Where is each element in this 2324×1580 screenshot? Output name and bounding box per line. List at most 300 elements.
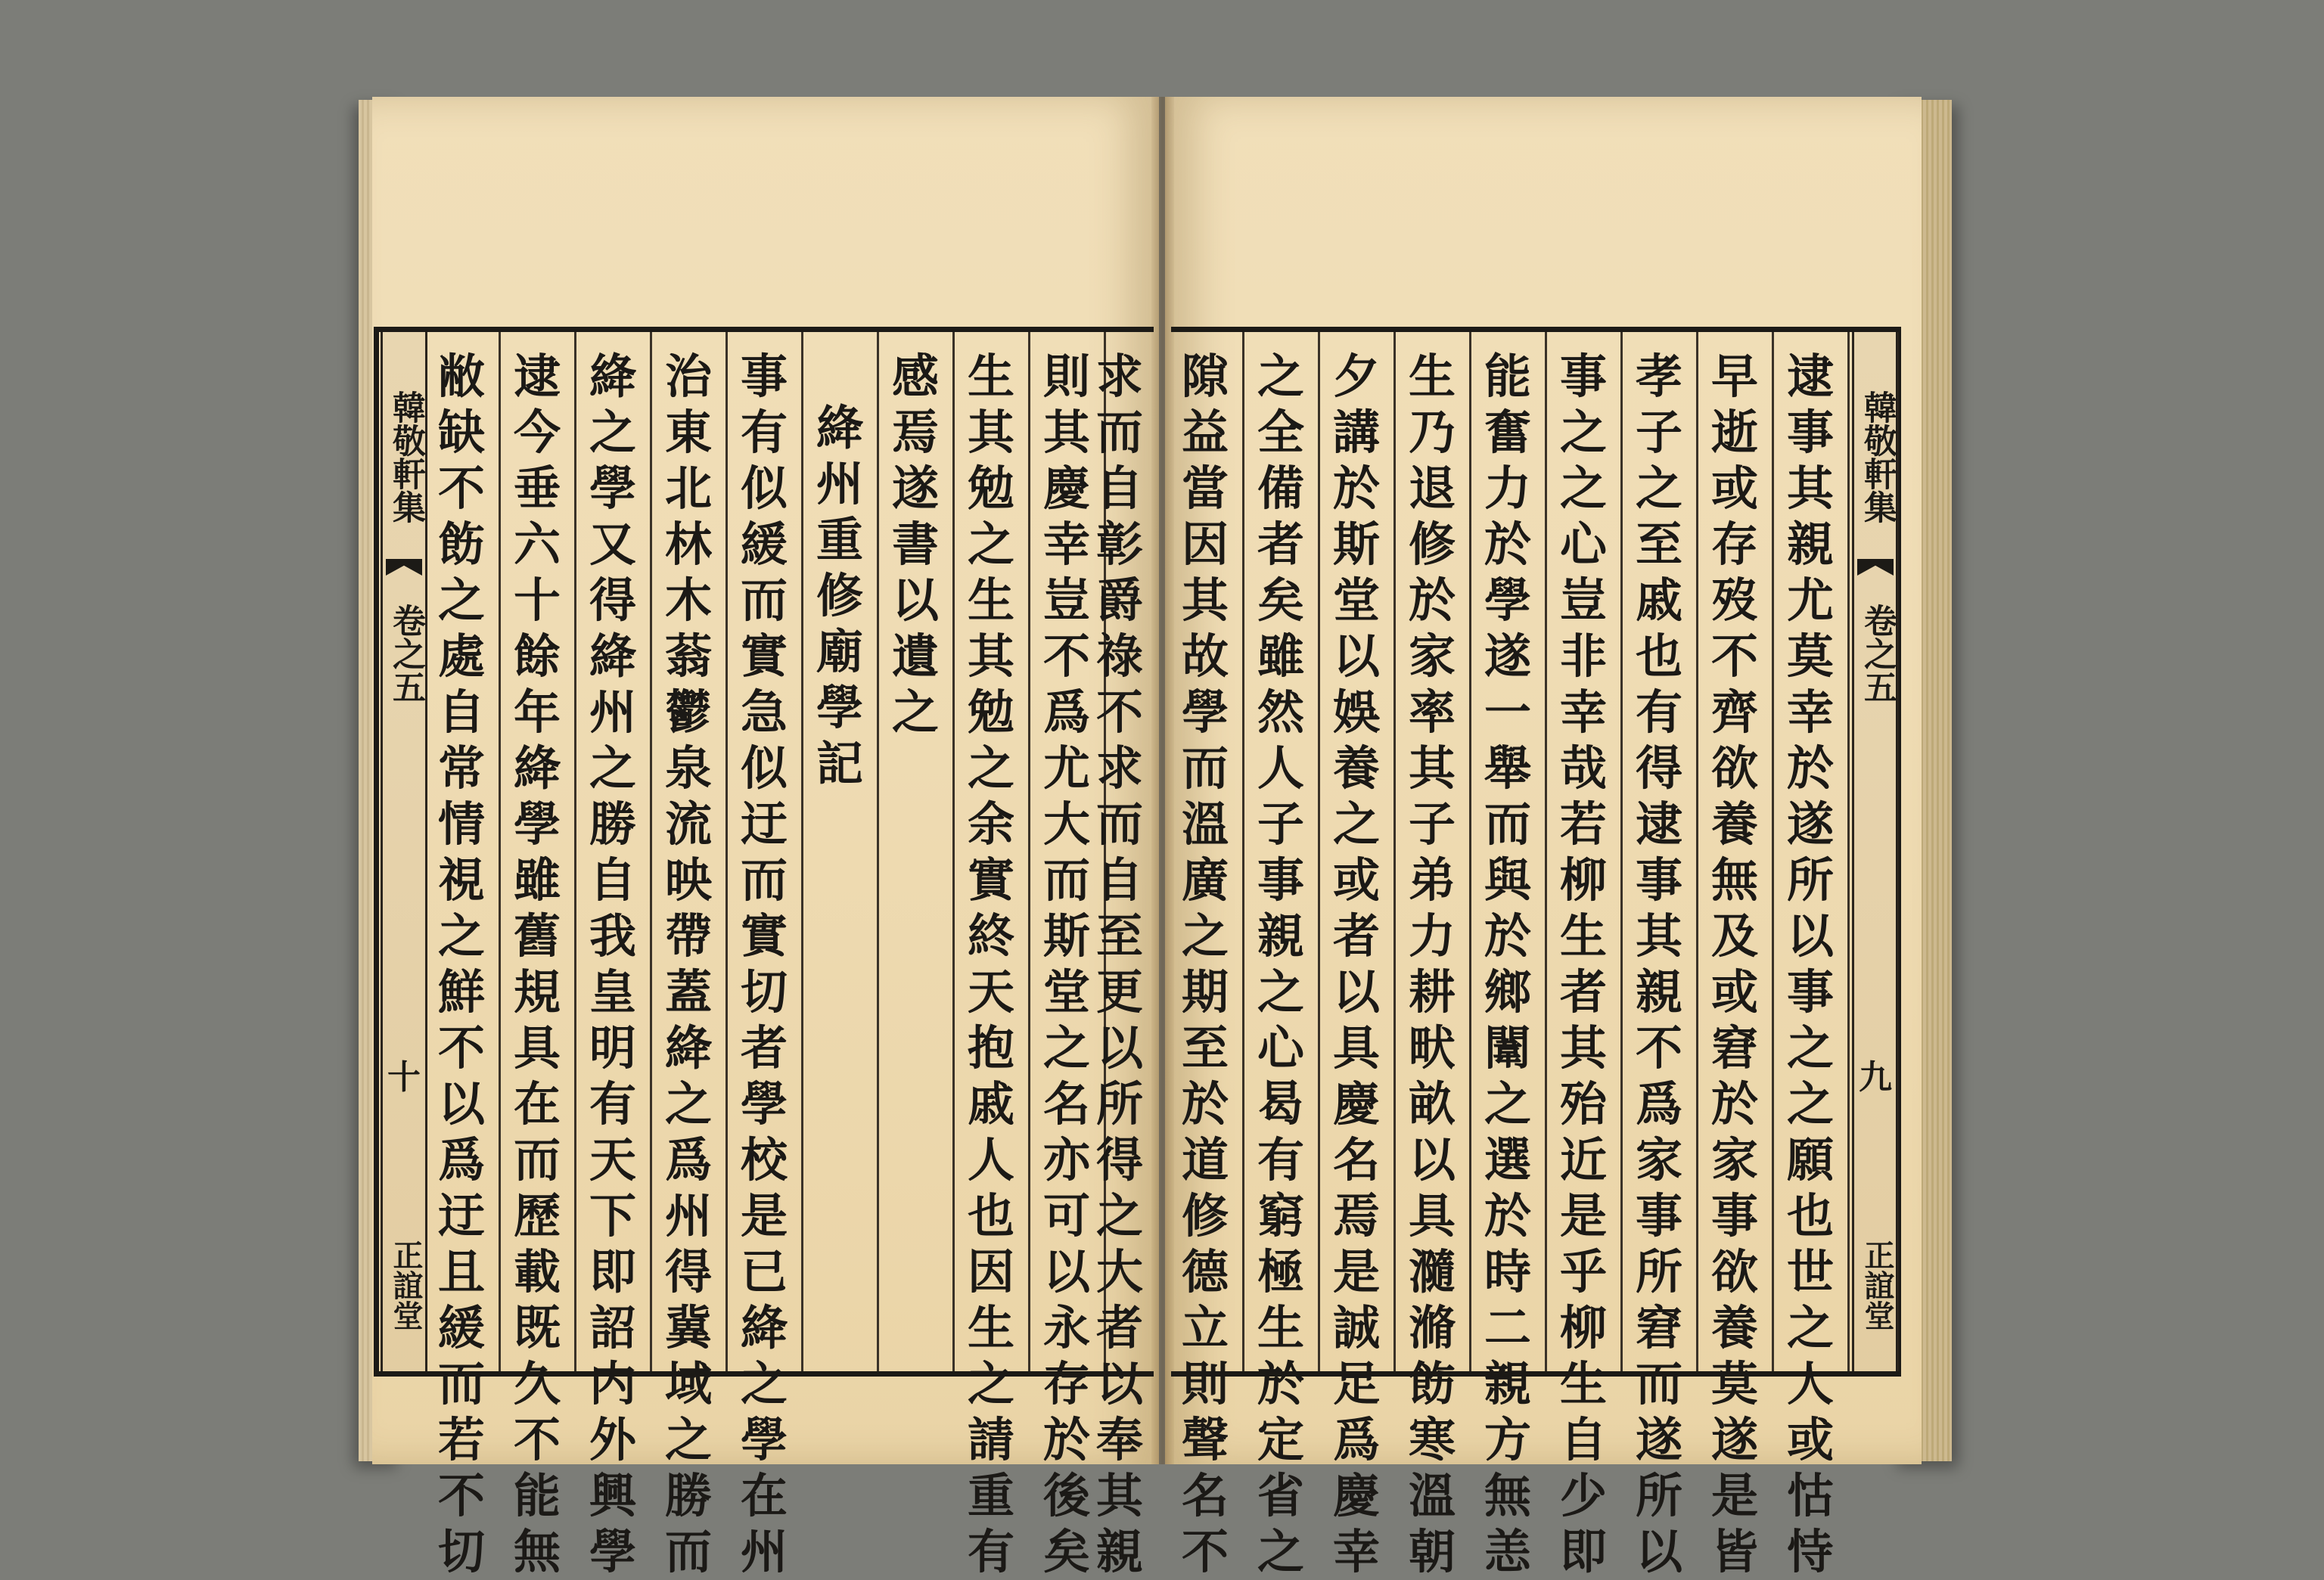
glyph: 存 [1710, 517, 1758, 572]
glyph: 似 [740, 461, 788, 516]
glyph: 具 [1408, 1188, 1456, 1243]
right-margin-title: 韓敬軒集 [1858, 390, 1897, 523]
glyph: 而 [437, 1356, 485, 1411]
glyph: 不 [1095, 684, 1143, 740]
glyph: 即 [589, 1244, 636, 1299]
glyph: 養 [1710, 796, 1758, 852]
glyph: 之 [1257, 349, 1304, 404]
glyph: 急 [740, 684, 788, 740]
glyph: 之 [1786, 1076, 1834, 1131]
glyph: 之 [1559, 405, 1607, 460]
glyph: 垂 [513, 461, 561, 516]
text-column [1322, 332, 1390, 1579]
glyph: 其 [967, 629, 1014, 684]
glyph: 闈 [1484, 1020, 1531, 1076]
glyph: 廟 [816, 624, 863, 679]
glyph: 乎 [1559, 1244, 1607, 1299]
glyph: 具 [513, 1020, 561, 1076]
glyph: 親 [1635, 964, 1682, 1020]
glyph: 之 [891, 684, 939, 740]
glyph: 者 [1095, 1300, 1143, 1355]
glyph: 是 [740, 1188, 788, 1243]
glyph: 殆 [1559, 1076, 1607, 1131]
glyph: 莫 [1786, 629, 1834, 684]
glyph: 北 [664, 461, 712, 516]
glyph: 歷 [513, 1188, 561, 1243]
glyph: 常 [437, 740, 485, 796]
glyph: 之 [437, 573, 485, 628]
glyph: 重 [816, 512, 863, 567]
glyph: 斯 [1332, 517, 1380, 572]
glyph: 滫 [1408, 1300, 1456, 1355]
glyph: 堂 [1332, 573, 1380, 628]
glyph: 重 [967, 1468, 1014, 1523]
column-rule [877, 332, 879, 1371]
glyph: 逮 [1635, 796, 1682, 852]
text-column [1398, 332, 1466, 1579]
text-column [957, 332, 1025, 1579]
glyph: 更 [1095, 964, 1143, 1020]
glyph: 事 [740, 349, 788, 404]
glyph: 尤 [1042, 740, 1090, 796]
glyph: 州 [740, 1524, 788, 1579]
column-rule [1847, 332, 1850, 1371]
glyph: 不 [1635, 1020, 1682, 1076]
glyph: 豈 [1559, 573, 1607, 628]
glyph: 而 [1095, 796, 1143, 852]
glyph: 也 [1786, 1188, 1834, 1243]
glyph: 情 [437, 796, 485, 852]
glyph: 事 [1635, 1188, 1682, 1243]
glyph: 之 [967, 740, 1014, 796]
glyph: 其 [1635, 908, 1682, 964]
glyph: 木 [664, 573, 712, 628]
glyph: 溫 [1181, 796, 1229, 852]
glyph: 校 [740, 1132, 788, 1187]
glyph: 永 [1042, 1300, 1090, 1355]
glyph: 逝 [1710, 405, 1758, 460]
column-rule [1242, 332, 1244, 1371]
glyph: 者 [1257, 517, 1304, 572]
glyph: 遺 [891, 629, 939, 684]
glyph: 事 [1559, 349, 1607, 404]
glyph: 絳 [816, 400, 863, 455]
glyph: 親 [1484, 1356, 1531, 1411]
glyph: 得 [1635, 740, 1682, 796]
glyph: 學 [513, 796, 561, 852]
glyph: 之 [1484, 1076, 1531, 1131]
glyph: 自 [1095, 852, 1143, 908]
glyph: 大 [1042, 796, 1090, 852]
glyph: 率 [1408, 684, 1456, 740]
glyph: 柳 [1559, 852, 1607, 908]
glyph: 無 [1710, 852, 1758, 908]
glyph: 皆 [1710, 1524, 1758, 1579]
glyph: 視 [437, 852, 485, 908]
glyph: 在 [740, 1468, 788, 1523]
glyph: 矣 [1257, 573, 1304, 628]
glyph: 時 [1484, 1244, 1531, 1299]
glyph: 講 [1332, 405, 1380, 460]
glyph: 後 [1042, 1468, 1090, 1523]
glyph: 天 [967, 964, 1014, 1020]
column-rule [1318, 332, 1320, 1371]
glyph: 豈 [1042, 573, 1090, 628]
glyph: 學 [589, 461, 636, 516]
glyph: 或 [1710, 964, 1758, 1020]
essay-title-column [806, 332, 874, 1371]
glyph: 有 [1635, 684, 1682, 740]
glyph: 不 [1710, 629, 1758, 684]
glyph: 記 [816, 736, 863, 791]
glyph: 之 [967, 517, 1014, 572]
glyph: 舉 [1484, 740, 1531, 796]
text-column [1625, 332, 1693, 1579]
text-column [503, 332, 571, 1579]
glyph: 鄉 [1484, 964, 1531, 1020]
glyph: 爲 [1042, 684, 1090, 740]
glyph: 與 [1484, 852, 1531, 908]
glyph: 缺 [437, 405, 485, 460]
glyph: 而 [664, 1524, 712, 1579]
glyph: 柳 [1559, 1300, 1607, 1355]
glyph: 退 [1408, 461, 1456, 516]
glyph: 人 [1257, 740, 1304, 796]
glyph: 於 [1408, 573, 1456, 628]
glyph: 早 [1710, 349, 1758, 404]
glyph: 至 [1095, 908, 1143, 964]
glyph: 於 [1786, 740, 1834, 796]
glyph: 奉 [1095, 1412, 1143, 1467]
glyph: 州 [664, 1188, 712, 1243]
glyph: 明 [589, 1020, 636, 1076]
glyph: 曷 [1257, 1076, 1304, 1131]
fish-tail-mark [386, 559, 422, 576]
glyph: 慶 [1332, 1468, 1380, 1523]
glyph: 則 [1042, 349, 1090, 404]
glyph: 爲 [1635, 1076, 1682, 1131]
glyph: 迂 [740, 796, 788, 852]
glyph: 生 [1257, 1300, 1304, 1355]
glyph: 十 [513, 573, 561, 628]
glyph: 雖 [513, 852, 561, 908]
glyph: 之 [437, 908, 485, 964]
glyph: 名 [1042, 1076, 1090, 1131]
glyph: 以 [1786, 908, 1834, 964]
glyph: 之 [1786, 1300, 1834, 1355]
text-column [730, 332, 798, 1579]
right-margin-folio: 九 [1859, 1058, 1892, 1097]
glyph: 寒 [1408, 1412, 1456, 1467]
glyph: 若 [1559, 796, 1607, 852]
glyph: 載 [513, 1244, 561, 1299]
glyph: 已 [740, 1244, 788, 1299]
glyph: 或 [1710, 461, 1758, 516]
column-rule [1772, 332, 1774, 1371]
column-rule [1545, 332, 1547, 1371]
glyph: 家 [1408, 629, 1456, 684]
glyph: 至 [1181, 1020, 1229, 1076]
glyph: 也 [1635, 629, 1682, 684]
glyph: 娛 [1332, 684, 1380, 740]
glyph: 爲 [1332, 1412, 1380, 1467]
glyph: 既 [513, 1300, 561, 1355]
glyph: 幸 [1042, 517, 1090, 572]
glyph: 緩 [740, 517, 788, 572]
glyph: 事 [1786, 964, 1834, 1020]
glyph: 奮 [1484, 405, 1531, 460]
glyph: 存 [1042, 1356, 1090, 1411]
glyph: 有 [967, 1524, 1014, 1579]
glyph: 焉 [1332, 1188, 1380, 1243]
glyph: 家 [1635, 1132, 1682, 1187]
glyph: 六 [513, 517, 561, 572]
glyph: 生 [1559, 908, 1607, 964]
glyph: 以 [1095, 1356, 1143, 1411]
glyph: 而 [740, 573, 788, 628]
glyph: 之 [1257, 964, 1304, 1020]
glyph: 所 [1635, 1468, 1682, 1523]
glyph: 親 [1257, 908, 1304, 964]
glyph: 子 [1408, 796, 1456, 852]
glyph: 不 [1042, 629, 1090, 684]
glyph: 備 [1257, 461, 1304, 516]
glyph: 久 [513, 1356, 561, 1411]
glyph: 詔 [589, 1300, 636, 1355]
glyph: 朝 [1408, 1524, 1456, 1579]
glyph: 之 [664, 1076, 712, 1131]
glyph: 絳 [740, 1300, 788, 1355]
glyph: 誠 [1332, 1300, 1380, 1355]
glyph: 實 [967, 852, 1014, 908]
glyph: 規 [513, 964, 561, 1020]
glyph: 緩 [437, 1300, 485, 1355]
glyph: 定 [1257, 1412, 1304, 1467]
glyph: 州 [589, 684, 636, 740]
text-column [1776, 332, 1844, 1579]
glyph: 飭 [437, 517, 485, 572]
glyph: 心 [1257, 1020, 1304, 1076]
glyph: 而 [1484, 796, 1531, 852]
glyph: 之 [1559, 461, 1607, 516]
column-rule [650, 332, 652, 1371]
glyph: 祿 [1095, 629, 1143, 684]
glyph: 極 [1257, 1244, 1304, 1299]
column-rule [1620, 332, 1623, 1371]
glyph: 恙 [1484, 1524, 1531, 1579]
glyph: 者 [740, 1020, 788, 1076]
glyph: 餘 [513, 629, 561, 684]
glyph: 至 [1635, 517, 1682, 572]
glyph: 力 [1484, 461, 1531, 516]
glyph: 且 [437, 1244, 485, 1299]
glyph: 爲 [664, 1132, 712, 1187]
glyph: 治 [664, 349, 712, 404]
glyph: 爵 [1095, 573, 1143, 628]
glyph: 以 [1095, 1020, 1143, 1076]
glyph: 之 [1181, 908, 1229, 964]
glyph: 絳 [589, 629, 636, 684]
glyph: 隙 [1181, 349, 1229, 404]
glyph: 學 [589, 1524, 636, 1579]
column-rule [499, 332, 501, 1371]
right-margin-publisher: 正誼堂 [1860, 1240, 1895, 1330]
glyph: 彰 [1095, 517, 1143, 572]
glyph: 其 [1042, 405, 1090, 460]
glyph: 鮮 [437, 964, 485, 1020]
glyph: 而 [1181, 740, 1229, 796]
glyph: 戚 [967, 1076, 1014, 1131]
glyph: 又 [589, 517, 636, 572]
left-block-heart [381, 332, 427, 1371]
glyph: 事 [1257, 852, 1304, 908]
text-column [1247, 332, 1315, 1579]
text-column [881, 332, 949, 1371]
glyph: 求 [1095, 349, 1143, 404]
glyph: 窘 [1710, 1020, 1758, 1076]
glyph: 爲 [437, 1132, 485, 1187]
glyph: 切 [437, 1524, 485, 1579]
glyph: 是 [1559, 1188, 1607, 1243]
glyph: 齊 [1710, 684, 1758, 740]
glyph: 因 [1181, 517, 1229, 572]
glyph: 實 [740, 629, 788, 684]
glyph: 人 [1786, 1356, 1834, 1411]
glyph: 以 [437, 1076, 485, 1131]
glyph: 畝 [1408, 1076, 1456, 1131]
glyph: 在 [513, 1076, 561, 1131]
glyph: 夕 [1332, 349, 1380, 404]
right-margin-volume: 卷之五 [1858, 604, 1897, 703]
glyph: 而 [1042, 852, 1090, 908]
glyph: 不 [437, 1468, 485, 1523]
glyph: 外 [589, 1412, 636, 1467]
glyph: 大 [1095, 1244, 1143, 1299]
glyph: 皇 [589, 964, 636, 1020]
glyph: 興 [589, 1468, 636, 1523]
glyph: 益 [1181, 405, 1229, 460]
glyph: 之 [589, 740, 636, 796]
glyph: 是 [1710, 1468, 1758, 1523]
glyph: 瀡 [1408, 1244, 1456, 1299]
glyph: 以 [1408, 1132, 1456, 1187]
glyph: 怙 [1786, 1468, 1834, 1523]
glyph: 全 [1257, 405, 1304, 460]
glyph: 學 [740, 1076, 788, 1131]
glyph: 自 [437, 684, 485, 740]
glyph: 舊 [513, 908, 561, 964]
glyph: 窘 [1635, 1300, 1682, 1355]
glyph: 選 [1484, 1132, 1531, 1187]
glyph: 敝 [437, 349, 485, 404]
glyph: 廣 [1181, 852, 1229, 908]
text-column [427, 332, 496, 1579]
glyph: 慶 [1042, 461, 1090, 516]
glyph: 焉 [891, 405, 939, 460]
glyph: 溫 [1408, 1468, 1456, 1523]
glyph: 幸 [1559, 684, 1607, 740]
glyph: 抱 [967, 1020, 1014, 1076]
glyph: 其 [1786, 461, 1834, 516]
glyph: 乃 [1408, 405, 1456, 460]
glyph: 斯 [1042, 908, 1090, 964]
left-margin-title: 韓敬軒集 [387, 390, 425, 523]
glyph: 有 [589, 1076, 636, 1131]
glyph: 絳 [513, 740, 561, 796]
glyph: 窮 [1257, 1188, 1304, 1243]
glyph: 生 [967, 1300, 1014, 1355]
glyph: 其 [1181, 573, 1229, 628]
glyph: 不 [437, 461, 485, 516]
glyph: 其 [1095, 1468, 1143, 1523]
glyph: 自 [1559, 1412, 1607, 1467]
glyph: 而 [513, 1132, 561, 1187]
glyph: 生 [1408, 349, 1456, 404]
glyph: 遂 [1635, 1412, 1682, 1467]
glyph: 所 [1635, 1244, 1682, 1299]
glyph: 林 [664, 517, 712, 572]
glyph: 及 [1710, 908, 1758, 964]
glyph: 事 [1710, 1188, 1758, 1243]
glyph: 冀 [664, 1300, 712, 1355]
glyph: 州 [816, 456, 863, 511]
glyph: 子 [1257, 796, 1304, 852]
glyph: 於 [1484, 517, 1531, 572]
glyph: 於 [1042, 1412, 1090, 1467]
glyph: 於 [1710, 1076, 1758, 1131]
glyph: 自 [1095, 461, 1143, 516]
glyph: 矣 [1042, 1524, 1090, 1579]
glyph: 堂 [1042, 964, 1090, 1020]
glyph: 流 [664, 796, 712, 852]
glyph: 生 [967, 349, 1014, 404]
glyph: 所 [1095, 1076, 1143, 1131]
left-margin-publisher: 正誼堂 [388, 1240, 424, 1330]
glyph: 迂 [437, 1188, 485, 1243]
glyph: 之 [967, 1356, 1014, 1411]
glyph: 有 [740, 405, 788, 460]
glyph: 然 [1257, 684, 1304, 740]
glyph: 今 [513, 405, 561, 460]
text-column [579, 332, 647, 1579]
text-column [1549, 332, 1617, 1579]
glyph: 年 [513, 684, 561, 740]
text-column [654, 332, 722, 1579]
glyph: 或 [1332, 852, 1380, 908]
glyph: 泉 [664, 740, 712, 796]
glyph: 故 [1181, 629, 1229, 684]
glyph: 東 [664, 405, 712, 460]
glyph: 省 [1257, 1468, 1304, 1523]
glyph: 可 [1042, 1188, 1090, 1243]
glyph: 實 [740, 908, 788, 964]
glyph: 期 [1181, 964, 1229, 1020]
glyph: 之 [589, 405, 636, 460]
glyph: 力 [1408, 908, 1456, 964]
glyph: 少 [1559, 1468, 1607, 1523]
column-rule [725, 332, 728, 1371]
glyph: 於 [1257, 1356, 1304, 1411]
left-margin-folio: 十 [387, 1058, 421, 1097]
glyph: 者 [1559, 964, 1607, 1020]
glyph: 或 [1786, 1412, 1834, 1467]
glyph: 親 [1095, 1524, 1143, 1579]
column-rule [1696, 332, 1698, 1371]
glyph: 方 [1484, 1412, 1531, 1467]
glyph: 切 [740, 964, 788, 1020]
glyph: 請 [967, 1412, 1014, 1467]
glyph: 哉 [1559, 740, 1607, 796]
